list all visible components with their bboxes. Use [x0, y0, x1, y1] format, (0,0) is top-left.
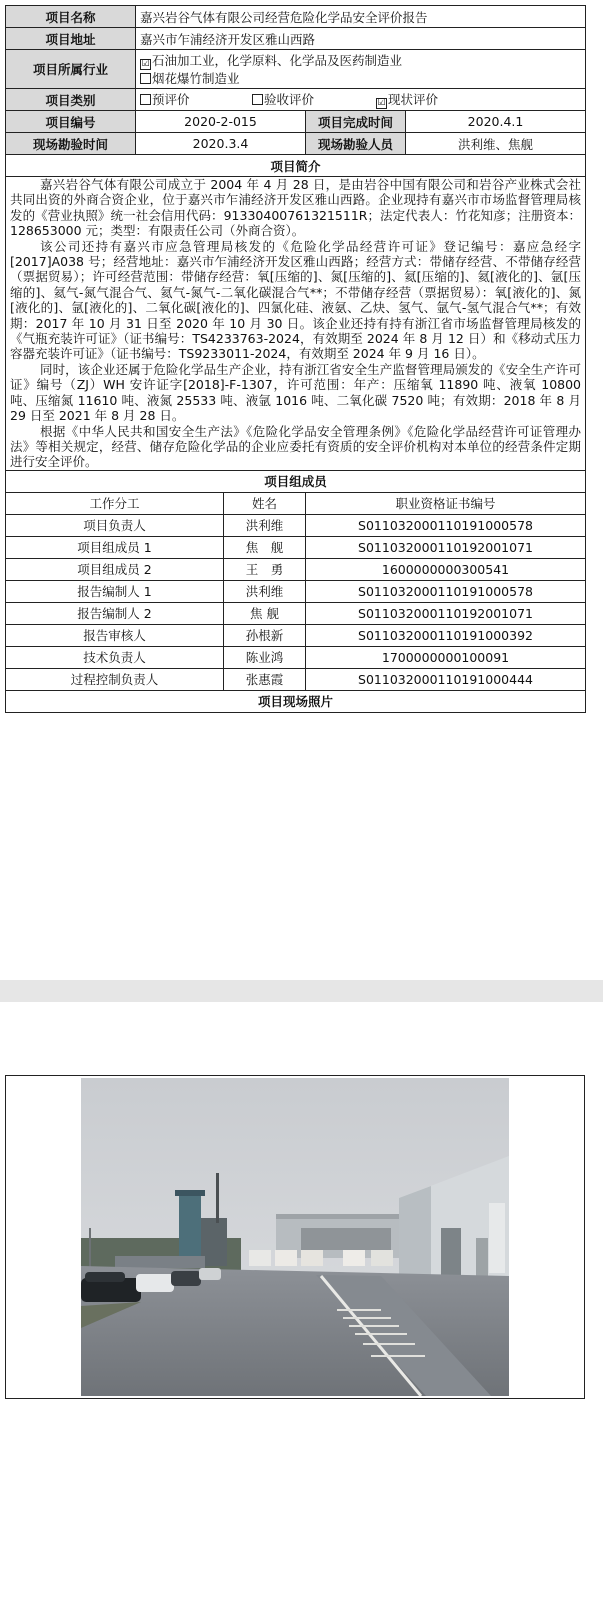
- members-header-cert: 职业资格证书编号: [306, 492, 586, 514]
- member-cert: S011032000110192001071: [306, 536, 586, 558]
- member-role: 报告编制人 2: [6, 602, 224, 624]
- site-photo: [81, 1078, 509, 1396]
- project-address: 嘉兴市乍浦经济开发区雅山西路: [136, 28, 586, 50]
- category-option: 验收评价: [252, 90, 364, 108]
- surveyors-label: 现场勘验人员: [306, 133, 406, 155]
- member-cert: S011032000110191000578: [306, 580, 586, 602]
- photos-title: 项目现场照片: [6, 690, 586, 712]
- member-role: 项目组成员 2: [6, 558, 224, 580]
- member-cert: 1600000000300541: [306, 558, 586, 580]
- report-page-2: [5, 1075, 585, 1399]
- survey-time: 2020.3.4: [136, 133, 306, 155]
- intro-paragraph: 嘉兴岩谷气体有限公司成立于 2004 年 4 月 28 日，是由岩谷中国有限公司和岩谷产业株式会社共同出资的外商合资企业，位于嘉兴市乍浦经济开发区雅山西路。企业现持有嘉兴市市场监督管理局核发的《营业执照》统一社会信用代码：91330400761321511R；法定代表人：竹花知彦；注册资本：128653000 元；类型：有限责任公司（外商合资）。: [10, 177, 582, 239]
- members-header-name: 姓名: [224, 492, 306, 514]
- project-category-options: [136, 89, 586, 111]
- intro-paragraph: 同时，该企业还属于危险化学品生产企业，持有浙江省安全生产监督管理局颁发的《安全生产许可证》编号（ZJ）WH 安许证字[2018]-F-1307，许可范围：年产：压缩氧 11890 吨、液氧 10800 吨、压缩氮 11610 吨、液氮 25533 吨、液氩 1016 吨、二氧化碳 7520 吨；有效期：2018 年 8 月 29 日至 2021 年 8 月 28 日。: [10, 361, 582, 424]
- intro-body: [6, 177, 586, 471]
- project-number-label: 项目编号: [6, 111, 136, 133]
- checkbox-icon: [140, 73, 151, 84]
- checkbox-icon: [252, 94, 263, 105]
- checkbox-icon: ☑: [377, 98, 386, 108]
- member-row: [6, 558, 586, 580]
- checkbox-icon: ☑: [141, 58, 150, 69]
- member-name: 张惠霞: [224, 668, 306, 690]
- project-complete-label: 项目完成时间: [306, 111, 406, 133]
- project-name: 嘉兴岩谷气体有限公司经营危险化学品安全评价报告: [136, 6, 586, 28]
- checkbox-icon: [140, 94, 151, 105]
- project-complete-date: 2020.4.1: [406, 111, 586, 133]
- project-industry-label: 项目所属行业: [6, 50, 136, 89]
- industry-option: ☑ 石油加工业，化学原料、化学品及医药制造业: [141, 52, 403, 69]
- member-row: [6, 514, 586, 536]
- member-row: [6, 668, 586, 690]
- survey-time-label: 现场勘验时间: [6, 133, 136, 155]
- intro-paragraph: 该公司还持有嘉兴市应急管理局核发的《危险化学品经营许可证》登记编号：嘉应急经字[2017]A038 号；经营地址：嘉兴市乍浦经济开发区雅山西路；经营方式：带储存经营、不带储存经营（票据贸易）；许可经营范围：带储存经营：氧[压缩的]、氮[压缩的]、氦[压缩的]、氦[液化的]、氩[压缩的]、氦气-氮气混合气、氦气-氮气-二氧化碳混合气**；不带储存经营（票据贸易）：氧[液化的]、氮[液化的]、氩[液化的]、二氧化碳[液化的]、四氯化硅、液氨、乙炔、氢气、氩气-氢气混合气**；有效期：2017 年 10 月 31 日至 2020 年 10 月 30 日。该企业还持有持有浙江省市场监督管理局核发的《气瓶充装许可证》（证书编号：TS4233763-2024，有效期至 2024 年 8 月 12 日）和《移动式压力容器充装许可证》（证书编号：TS9233011-2024，有效期至 2024 年 9 月 16 日）。: [10, 238, 582, 362]
- project-number: 2020-2-015: [136, 111, 306, 133]
- member-cert: S011032000110191000444: [306, 668, 586, 690]
- member-cert: S011032000110191000578: [306, 514, 586, 536]
- member-row: [6, 624, 586, 646]
- member-name: 王 勇: [224, 558, 306, 580]
- project-info-table: [5, 5, 586, 713]
- report-page-1: [5, 5, 585, 713]
- members-title: 项目组成员: [6, 470, 586, 492]
- member-role: 过程控制负责人: [6, 668, 224, 690]
- member-cert: S011032000110192001071: [306, 602, 586, 624]
- member-name: 洪利维: [224, 514, 306, 536]
- industry-option: 烟花爆竹制造业: [140, 70, 581, 87]
- member-row: [6, 646, 586, 668]
- intro-title: 项目简介: [6, 155, 586, 177]
- page-separator: [0, 980, 603, 1002]
- member-row: [6, 536, 586, 558]
- member-name: 焦 舰: [224, 536, 306, 558]
- member-name: 焦 舰: [224, 602, 306, 624]
- member-role: 项目负责人: [6, 514, 224, 536]
- member-cert: S011032000110191000392: [306, 624, 586, 646]
- category-option: 预评价: [140, 90, 240, 108]
- member-row: [6, 580, 586, 602]
- members-header-role: 工作分工: [6, 492, 224, 514]
- surveyors: 洪利维、焦舰: [406, 133, 586, 155]
- member-name: 孙根新: [224, 624, 306, 646]
- member-cert: 1700000000100091: [306, 646, 586, 668]
- site-photo-graphic: [81, 1078, 509, 1396]
- category-option: ☑ 现状评价: [377, 92, 438, 108]
- member-role: 项目组成员 1: [6, 536, 224, 558]
- project-category-label: 项目类别: [6, 89, 136, 111]
- member-role: 技术负责人: [6, 646, 224, 668]
- member-role: 报告编制人 1: [6, 580, 224, 602]
- intro-paragraph: 根据《中华人民共和国安全生产法》《危险化学品安全管理条例》《危险化学品经营许可证管理办法》等相关规定，经营、储存危险化学品的企业应委托有资质的安全评价机构对本单位的经营条件定期进行安全评价。: [10, 423, 582, 470]
- member-row: [6, 602, 586, 624]
- member-name: 陈业鸿: [224, 646, 306, 668]
- member-role: 报告审核人: [6, 624, 224, 646]
- project-address-label: 项目地址: [6, 28, 136, 50]
- project-industry-options: [136, 50, 586, 89]
- project-name-label: 项目名称: [6, 6, 136, 28]
- member-name: 洪利维: [224, 580, 306, 602]
